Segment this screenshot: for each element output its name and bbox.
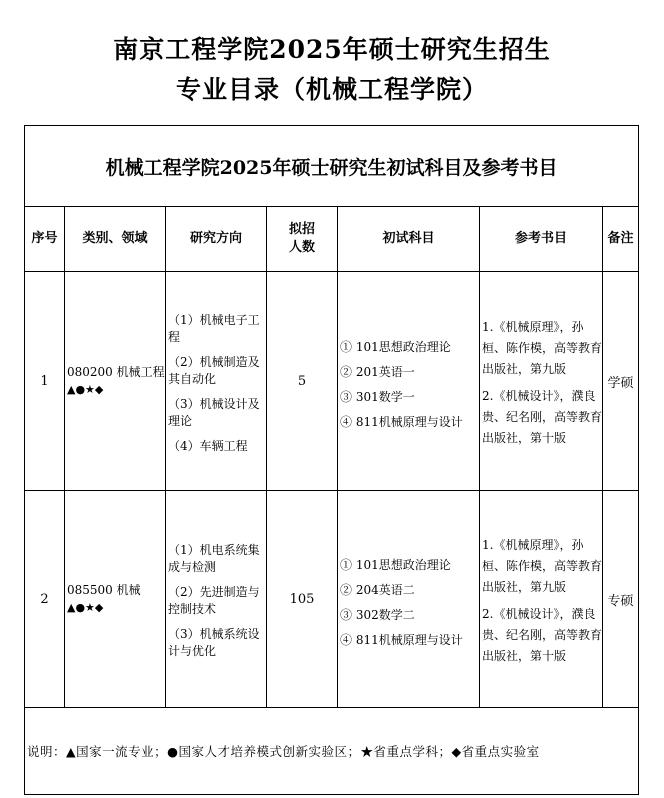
table-row xyxy=(25,491,639,708)
table-caption: 机械工程学院2025年硕士研究生初试科目及参考书目 xyxy=(25,126,639,207)
book-item: 2.《机械设计》，濮良贵、纪名刚，高等教育出版社，第十版 xyxy=(482,607,603,663)
category-code-name: 085500 机械 xyxy=(67,583,141,597)
direction-item: （1）机电系统集成与检测 xyxy=(168,543,260,574)
header-row xyxy=(25,207,639,272)
exam-item: ② 204英语二 xyxy=(340,583,415,597)
header-direction: 研究方向 xyxy=(166,207,267,272)
row-quota: 105 xyxy=(267,491,338,708)
direction-item: （2）机械制造及其自动化 xyxy=(168,354,260,386)
header-quota: 拟招人数 xyxy=(267,207,338,272)
category-code-name: 080200 机械工程 xyxy=(67,365,165,379)
direction-item: （3）机械设计及理论 xyxy=(168,396,260,428)
row-directions xyxy=(166,272,267,491)
exam-item: ① 101思想政治理论 xyxy=(340,340,451,354)
exam-item: ② 201英语一 xyxy=(340,365,415,379)
exam-item: ③ 302数学二 xyxy=(340,608,415,622)
header-books: 参考书目 xyxy=(480,207,603,272)
table-row xyxy=(25,272,639,491)
row-quota: 5 xyxy=(267,272,338,491)
exam-item: ④ 811机械原理与设计 xyxy=(340,415,463,429)
category-symbols: ▲●★◆ xyxy=(67,601,104,614)
row-exams xyxy=(338,272,480,491)
row-category xyxy=(65,491,166,708)
header-remark: 备注 xyxy=(603,207,639,272)
row-seq: 1 xyxy=(25,272,65,491)
direction-item: （1）机械电子工程 xyxy=(168,312,260,344)
direction-item: （2）先进制造与控制技术 xyxy=(168,585,260,616)
header-exam: 初试科目 xyxy=(338,207,480,272)
book-item: 2.《机械设计》，濮良贵、纪名刚，高等教育出版社，第十版 xyxy=(482,389,603,445)
row-seq: 2 xyxy=(25,491,65,708)
direction-item: （4）车辆工程 xyxy=(168,438,248,453)
book-item: 1.《机械原理》，孙桓、陈作模，高等教育出版社，第九版 xyxy=(482,320,603,376)
exam-item: ③ 301数学一 xyxy=(340,390,415,404)
exam-item: ④ 811机械原理与设计 xyxy=(340,633,463,647)
book-item: 1.《机械原理》，孙桓、陈作模，高等教育出版社，第九版 xyxy=(482,538,603,594)
exam-item: ① 101思想政治理论 xyxy=(340,558,451,572)
row-remark: 专硕 xyxy=(603,491,639,708)
legend-note: 说明：▲国家一流专业；●国家人才培养模式创新实验区；★省重点学科；◆省重点实验室 xyxy=(25,708,639,795)
row-category xyxy=(65,272,166,491)
header-category: 类别、领域 xyxy=(65,207,166,272)
direction-item: （3）机械系统设计与优化 xyxy=(168,627,260,658)
row-books xyxy=(480,491,603,708)
catalog-table xyxy=(24,125,639,795)
page-title-line2: 专业目录（机械工程学院） xyxy=(175,75,488,104)
row-books xyxy=(480,272,603,491)
row-remark: 学硕 xyxy=(603,272,639,491)
header-seq: 序号 xyxy=(25,207,65,272)
category-symbols: ▲●★◆ xyxy=(67,383,104,396)
page-title-line1: 南京工程学院2025年硕士研究生招生 xyxy=(113,35,551,64)
row-exams xyxy=(338,491,480,708)
row-directions xyxy=(166,491,267,708)
